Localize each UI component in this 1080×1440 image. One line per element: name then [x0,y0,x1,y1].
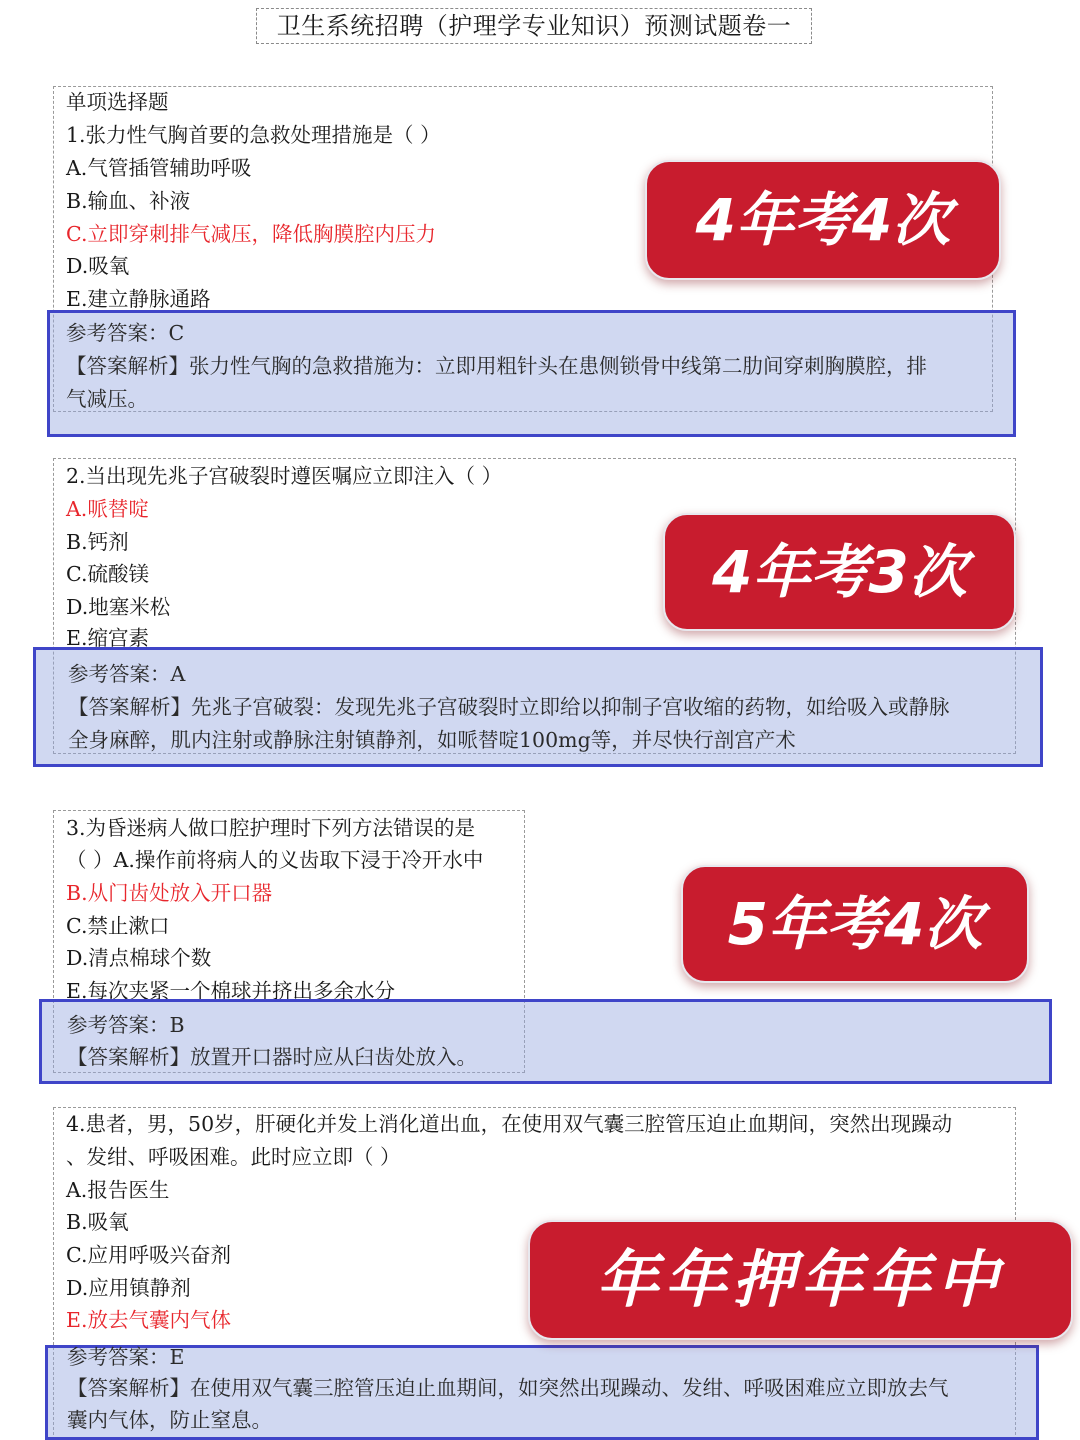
question-1-option-c-correct: C.立即穿刺排气减压，降低胸膜腔内压力 [66,222,436,246]
question-1-option-e: E.建立静脉通路 [66,287,211,311]
question-4-option-c: C.应用呼吸兴奋剂 [66,1243,231,1267]
question-1-analysis-line-2: 气减压。 [66,387,148,411]
question-4-answer-highlight [45,1345,1039,1440]
question-2-option-c: C.硫酸镁 [66,562,149,586]
question-3-stem-line-2: （ ）A.操作前将病人的义齿取下浸于冷开水中 [66,848,484,872]
question-1-option-d: D.吸氧 [66,254,130,278]
question-3-option-e: E.每次夹紧一个棉球并挤出多余水分 [66,979,395,1003]
section-label: 单项选择题 [66,90,169,114]
question-3-option-d: D.清点棉球个数 [66,946,212,970]
question-3-option-b-correct: B.从门齿处放入开口器 [66,881,273,905]
frequency-stamp-4: 年年押年年中 [528,1220,1073,1340]
question-2-answer-highlight [33,647,1043,767]
question-4-option-e-correct: E.放去气囊内气体 [66,1308,231,1332]
question-4-analysis-line-1: 【答案解析】在使用双气囊三腔管压迫止血期间，如突然出现躁动、发绀、呼吸困难应立即放去气 [67,1376,949,1400]
question-1-option-a: A.气管插管辅助呼吸 [66,156,252,180]
question-2-answer: 参考答案：A [68,662,186,686]
question-2-analysis-line-1: 【答案解析】先兆子宫破裂：发现先兆子宫破裂时立即给以抑制子宫收缩的药物，如给吸入或静脉 [68,695,950,719]
question-2-analysis-line-2: 全身麻醉，肌内注射或静脉注射镇静剂，如哌替啶100mg等，并尽快行剖宫产术 [68,728,796,752]
question-4-option-a: A.报告医生 [66,1178,170,1202]
question-4-stem-line-1: 4.患者，男，50岁，肝硬化并发上消化道出血，在使用双气囊三腔管压迫止血期间，突然出现躁动 [66,1112,953,1136]
question-4-option-b: B.吸氧 [66,1210,129,1234]
question-4-stem-line-2: 、发绀、呼吸困难。此时应立即（ ） [66,1145,401,1169]
frequency-stamp-2: 4年考3次 [663,513,1016,631]
question-2-stem-line-1: 2.当出现先兆子宫破裂时遵医嘱应立即注入（ ） [66,464,503,488]
question-3-answer: 参考答案：B [67,1013,185,1037]
question-3-answer-highlight [39,999,1052,1084]
page-title: 卫生系统招聘（护理学专业知识）预测试题卷一 [256,8,812,44]
question-2-option-d: D.地塞米松 [66,595,171,619]
question-4-option-d: D.应用镇静剂 [66,1276,191,1300]
question-1-stem-line-1: 1.张力性气胸首要的急救处理措施是（ ） [66,123,441,147]
question-4-answer: 参考答案：E [67,1345,185,1369]
question-3-analysis-line-1: 【答案解析】放置开口器时应从臼齿处放入。 [67,1045,477,1069]
question-4-analysis-line-2: 囊内气体，防止窒息。 [67,1408,272,1432]
question-2-option-a-correct: A.哌替啶 [66,497,149,521]
frequency-stamp-1: 4年考4次 [645,160,1001,280]
question-1-option-b: B.输血、补液 [66,189,191,213]
question-1-answer-highlight [47,310,1016,437]
question-3-option-c: C.禁止漱口 [66,914,170,938]
question-1-answer: 参考答案：C [66,321,185,345]
question-1-analysis-line-1: 【答案解析】张力性气胸的急救措施为：立即用粗针头在患侧锁骨中线第二肋间穿刺胸膜腔，排 [66,354,927,378]
question-2-option-b: B.钙剂 [66,530,129,554]
question-2-option-e: E.缩宫素 [66,626,149,650]
question-3-stem-line-1: 3.为昏迷病人做口腔护理时下列方法错误的是 [66,816,476,840]
frequency-stamp-3: 5年考4次 [681,865,1029,983]
